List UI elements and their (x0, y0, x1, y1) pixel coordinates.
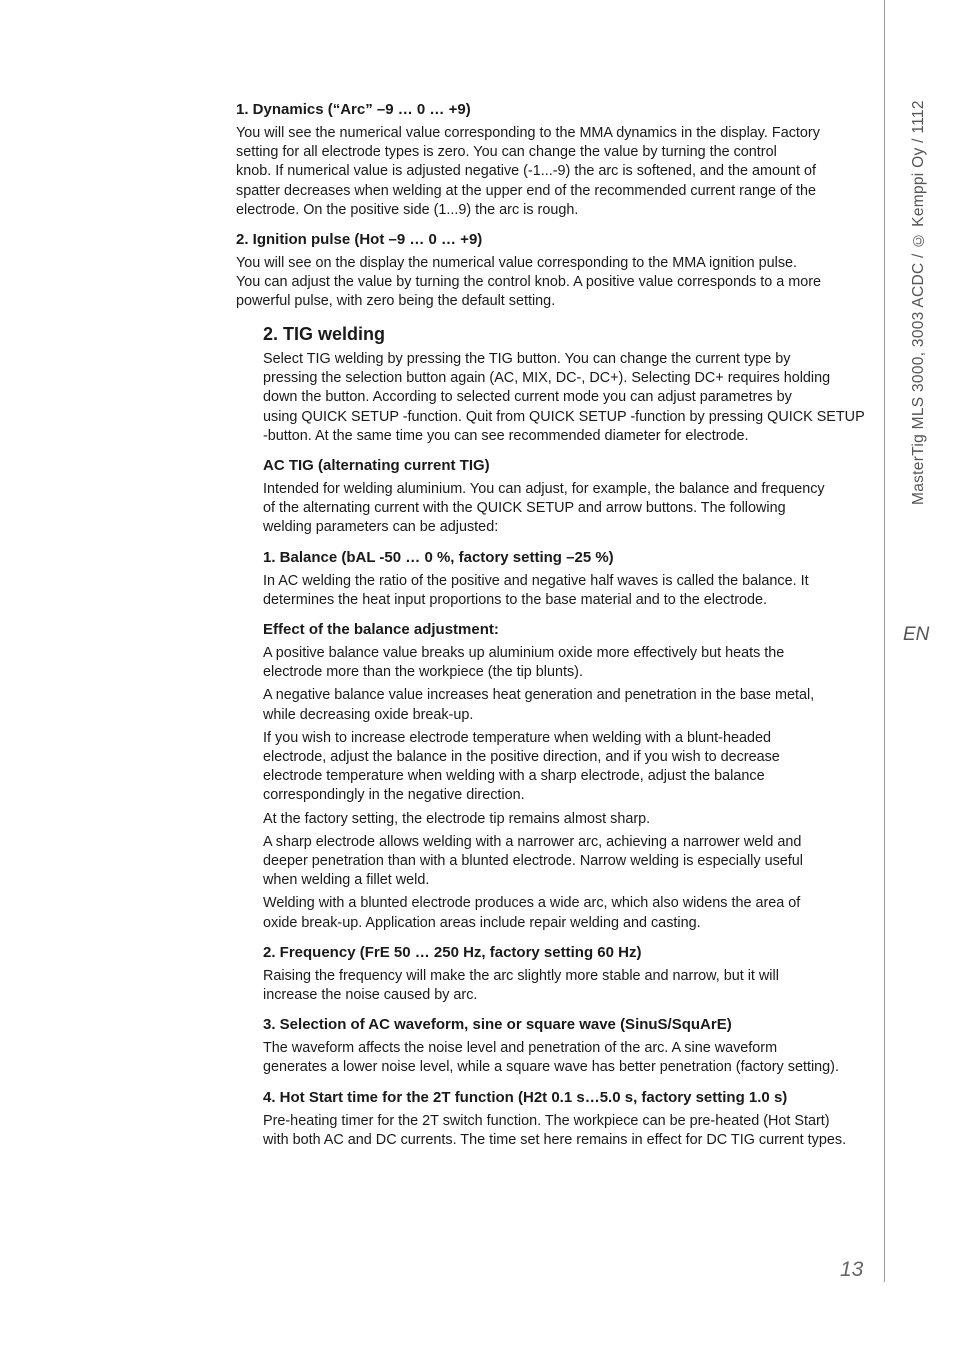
frequency-text: Raising the frequency will make the arc slightly more stable and narrow, but it will increase the noise caused by arc. (263, 967, 779, 1004)
effect-heading: Effect of the balance adjustment: (263, 621, 499, 639)
effect-paragraph: At the factory setting, the electrode tip remains almost sharp. (263, 810, 651, 827)
effect-paragraph: A sharp electrode allows welding with a narrower arc, achieving a narrower weld and deeper penetration than with a blunted electrode. Narrow welding is especially useful when welding a fillet weld. (263, 833, 803, 889)
hotstart-text: Pre-heating timer for the 2T switch function. The workpiece can be pre-heated (Hot Start) with both AC and DC currents. The time set here remains in effect for DC TIG current types. (263, 1112, 847, 1148)
balance-heading: 1. Balance (bAL -50 … 0 %, factory setting –25 %) (263, 548, 614, 566)
waveform-heading: 3. Selection of AC waveform, sine or square wave (SinuS/SquArE) (263, 1016, 732, 1034)
balance-text: In AC welding the ratio of the positive and negative half waves is called the balance. It determines the heat input proportions to the base material and to the electrode. (263, 572, 809, 608)
tig-intro: Select TIG welding by pressing the TIG button. You can change the current type by pressing the selection button again (AC, MIX, DC-, DC+). Selecting DC+ requires holding down the button. According to selected current mode you can adjust parametres by using QUICK SETUP -function. Quit from QUICK SETUP -function by pressing QUICK SETUP -button. At the same time you can see recommended diameter for electrode. (263, 351, 865, 444)
effect-paragraph: A positive balance value breaks up aluminium oxide more effectively but heats the electrode more than the workpiece (the tip blunts). (263, 645, 785, 681)
sidebar-divider (884, 0, 885, 1282)
dynamics-text: You will see the numerical value corresponding to the MMA dynamics in the display. Factory setting for all electrode types is zero. You can change the value by turning the control knob. If numerical value is adjusted negative (-1...-9) the arc is softened, and the amount of spatter decreases when welding at the upper end of the recommended current range of the electrode. On the positive side (1...9) the arc is rough. (236, 125, 820, 218)
mma-section (236, 100, 862, 312)
effect-paragraph: A negative balance value increases heat generation and penetration in the base metal, while decreasing oxide break-up. (263, 687, 815, 723)
tig-section (263, 322, 865, 1150)
ignition-heading: 2. Ignition pulse (Hot –9 … 0 … +9) (236, 231, 483, 249)
ac-tig-heading: AC TIG (alternating current TIG) (263, 457, 490, 475)
tig-title: 2. TIG welding (263, 324, 386, 344)
page-number: 13 (840, 1258, 864, 1281)
document-title: MasterTig MLS 3000, 3003 ACDC / © Kemppi Oy / 1112 (910, 100, 927, 505)
language-tag: EN (903, 624, 930, 645)
frequency-heading: 2. Frequency (FrE 50 … 250 Hz, factory setting 60 Hz) (263, 943, 642, 961)
ignition-text: You will see on the display the numerical value corresponding to the MMA ignition pulse. You can adjust the value by turning the control knob. A positive value corresponds to a more powerful pulse, with zero being the default setting. (236, 255, 822, 310)
dynamics-heading: 1. Dynamics (“Arc” –9 … 0 … +9) (236, 101, 471, 118)
waveform-text: The waveform affects the noise level and penetration of the arc. A sine waveform generates a lower noise level, while a square wave has better penetration (factory setting). (263, 1040, 839, 1076)
ac-tig-text: Intended for welding aluminium. You can adjust, for example, the balance and frequency of the alternating current with the QUICK SETUP and arrow buttons. The following welding parameters can be adjusted: (263, 481, 825, 536)
effect-paragraph: Welding with a blunted electrode produces a wide arc, which also widens the area of oxide break-up. Application areas include repair welding and casting. (263, 895, 801, 931)
hotstart-heading: 4. Hot Start time for the 2T function (H2t 0.1 s…5.0 s, factory setting 1.0 s) (263, 1088, 788, 1106)
effect-paragraph: If you wish to increase electrode temperature when welding with a blunt-headed electrode, adjust the balance in the positive direction, and if you wish to decrease electrode temperature when welding with a sharp electrode, adjust the balance correspondingly in the negative direction. (263, 729, 780, 804)
